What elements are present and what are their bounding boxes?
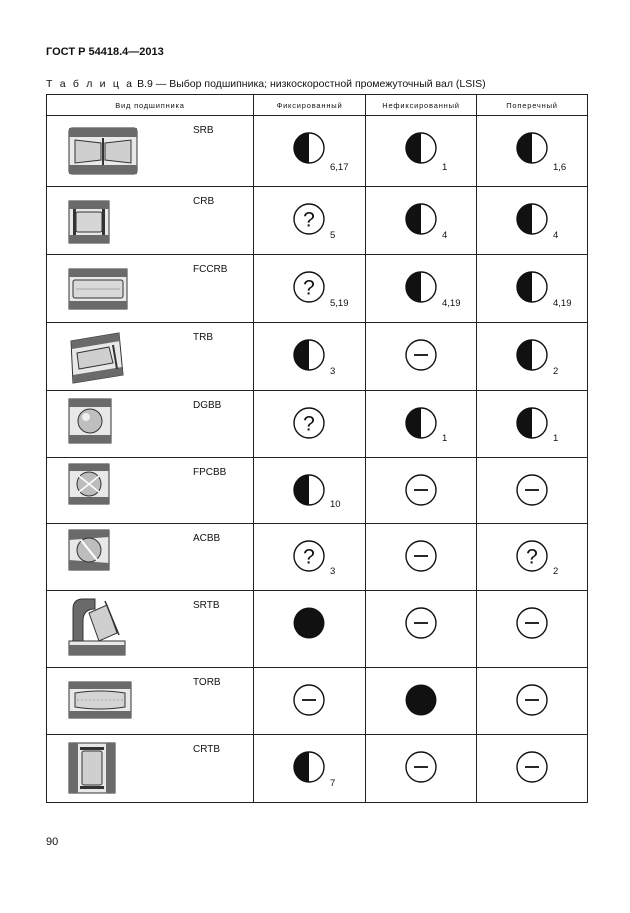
bearing-code: SRTB bbox=[193, 600, 220, 611]
table-row bbox=[47, 668, 588, 735]
bearing-code: TRB bbox=[193, 332, 213, 343]
table-row bbox=[47, 524, 588, 591]
half-filled-circle-icon bbox=[404, 406, 438, 440]
rating-note: 1 bbox=[553, 433, 559, 444]
rating-note: 3 bbox=[330, 366, 336, 377]
rating-cell-transverse bbox=[477, 668, 588, 735]
half-filled-circle-icon bbox=[292, 131, 326, 165]
table-row bbox=[47, 187, 588, 255]
caption-text: В.9 — Выбор подшипника; низкоскоростной промежуточный вал (LSIS) bbox=[134, 78, 486, 90]
dash-circle-icon bbox=[515, 473, 549, 507]
table-header-row bbox=[47, 95, 588, 116]
bearing-type-cell bbox=[47, 391, 254, 458]
rating-cell-non-fixed bbox=[366, 458, 477, 524]
half-filled-circle-icon bbox=[404, 202, 438, 236]
rating-cell-non-fixed bbox=[366, 668, 477, 735]
rating-cell-transverse bbox=[477, 458, 588, 524]
bearing-type-cell bbox=[47, 591, 254, 668]
bearing-code: TORB bbox=[193, 677, 221, 688]
acbb-bearing-icon bbox=[67, 528, 147, 577]
rating-cell-fixed bbox=[254, 668, 366, 735]
bearing-code: FPCBB bbox=[193, 467, 227, 478]
document-header: ГОСТ Р 54418.4—2013 bbox=[46, 46, 164, 58]
bearing-type-cell bbox=[47, 255, 254, 323]
crb-bearing-icon bbox=[67, 199, 147, 250]
rating-cell-transverse bbox=[477, 323, 588, 391]
bearing-type-cell bbox=[47, 187, 254, 255]
dash-circle-icon bbox=[515, 750, 549, 784]
rating-note: 5,19 bbox=[330, 298, 349, 309]
filled-circle-icon bbox=[404, 683, 438, 717]
bearing-code: CRB bbox=[193, 196, 215, 207]
rating-cell-fixed bbox=[254, 735, 366, 803]
dash-circle-icon bbox=[404, 606, 438, 640]
rating-note: 10 bbox=[330, 499, 341, 510]
half-filled-circle-icon bbox=[515, 131, 549, 165]
rating-cell-transverse bbox=[477, 591, 588, 668]
rating-note: 2 bbox=[553, 366, 559, 377]
rating-note: 7 bbox=[330, 778, 336, 789]
rating-note: 6,17 bbox=[330, 162, 349, 173]
rating-note: 2 bbox=[553, 566, 559, 577]
question-circle-icon bbox=[292, 406, 326, 440]
rating-cell-non-fixed bbox=[366, 116, 477, 187]
dash-circle-icon bbox=[515, 606, 549, 640]
bearing-code: CRTB bbox=[193, 744, 221, 755]
bearing-type-cell bbox=[47, 458, 254, 524]
question-circle-icon bbox=[292, 202, 326, 236]
table-row bbox=[47, 735, 588, 803]
rating-cell-transverse bbox=[477, 391, 588, 458]
rating-note: 4,19 bbox=[442, 298, 461, 309]
rating-note: 1 bbox=[442, 162, 448, 173]
dash-circle-icon bbox=[404, 473, 438, 507]
table-row bbox=[47, 458, 588, 524]
rating-cell-fixed bbox=[254, 458, 366, 524]
dash-circle-icon bbox=[404, 750, 438, 784]
rating-cell-fixed bbox=[254, 187, 366, 255]
half-filled-circle-icon bbox=[515, 406, 549, 440]
rating-note: 4 bbox=[442, 230, 448, 241]
bearing-code: SRB bbox=[193, 125, 214, 136]
half-filled-circle-icon bbox=[404, 270, 438, 304]
dash-circle-icon bbox=[515, 683, 549, 717]
rating-cell-fixed bbox=[254, 255, 366, 323]
fccrb-bearing-icon bbox=[67, 267, 147, 316]
rating-note: 4,19 bbox=[553, 298, 572, 309]
rating-cell-non-fixed bbox=[366, 591, 477, 668]
rating-cell-non-fixed bbox=[366, 187, 477, 255]
half-filled-circle-icon bbox=[292, 473, 326, 507]
dgbb-bearing-icon bbox=[67, 397, 147, 450]
table-caption bbox=[46, 78, 486, 90]
svg-text:?: ? bbox=[526, 545, 538, 569]
torb-bearing-icon bbox=[67, 680, 147, 725]
bearing-type-cell bbox=[47, 524, 254, 591]
srtb-bearing-icon bbox=[67, 595, 147, 662]
dash-circle-icon bbox=[292, 683, 326, 717]
srb-bearing-icon bbox=[67, 126, 147, 181]
rating-cell-fixed bbox=[254, 591, 366, 668]
table-row bbox=[47, 116, 588, 187]
svg-text:?: ? bbox=[303, 208, 315, 232]
page-number: 90 bbox=[46, 836, 59, 848]
rating-cell-fixed bbox=[254, 524, 366, 591]
caption-prefix: Т а б л и ц а bbox=[46, 78, 135, 90]
question-circle-icon bbox=[292, 270, 326, 304]
bearing-code: ACBB bbox=[193, 533, 221, 544]
trb-bearing-icon bbox=[67, 331, 147, 390]
rating-cell-non-fixed bbox=[366, 524, 477, 591]
header-non-fixed: Нефиксированный bbox=[366, 95, 477, 116]
half-filled-circle-icon bbox=[292, 750, 326, 784]
filled-circle-icon bbox=[292, 606, 326, 640]
svg-text:?: ? bbox=[303, 545, 315, 569]
rating-cell-non-fixed bbox=[366, 255, 477, 323]
rating-cell-transverse bbox=[477, 524, 588, 591]
rating-cell-fixed bbox=[254, 391, 366, 458]
rating-note: 1 bbox=[442, 433, 448, 444]
bearing-type-cell bbox=[47, 323, 254, 391]
rating-note: 3 bbox=[330, 566, 336, 577]
half-filled-circle-icon bbox=[515, 338, 549, 372]
svg-text:?: ? bbox=[303, 276, 315, 300]
rating-cell-transverse bbox=[477, 255, 588, 323]
rating-cell-non-fixed bbox=[366, 735, 477, 803]
bearing-type-cell bbox=[47, 668, 254, 735]
half-filled-circle-icon bbox=[404, 131, 438, 165]
rating-cell-fixed bbox=[254, 323, 366, 391]
table-row bbox=[47, 391, 588, 458]
dash-circle-icon bbox=[404, 338, 438, 372]
fpcbb-bearing-icon bbox=[67, 462, 147, 511]
half-filled-circle-icon bbox=[515, 202, 549, 236]
half-filled-circle-icon bbox=[515, 270, 549, 304]
header-transverse: Поперечный bbox=[477, 95, 588, 116]
rating-note: 1,6 bbox=[553, 162, 567, 173]
bearing-selection-table bbox=[46, 94, 588, 803]
rating-note: 5 bbox=[330, 230, 336, 241]
crtb-bearing-icon bbox=[67, 741, 147, 800]
bearing-type-cell bbox=[47, 116, 254, 187]
svg-text:?: ? bbox=[303, 412, 315, 436]
rating-cell-fixed bbox=[254, 116, 366, 187]
table-row bbox=[47, 591, 588, 668]
question-circle-icon bbox=[292, 539, 326, 573]
rating-cell-transverse bbox=[477, 735, 588, 803]
rating-cell-non-fixed bbox=[366, 323, 477, 391]
bearing-code: FCCRB bbox=[193, 264, 228, 275]
table-row bbox=[47, 255, 588, 323]
bearing-type-cell bbox=[47, 735, 254, 803]
half-filled-circle-icon bbox=[292, 338, 326, 372]
rating-note: 4 bbox=[553, 230, 559, 241]
rating-cell-transverse bbox=[477, 187, 588, 255]
header-bearing-type: Вид подшипника bbox=[47, 95, 254, 116]
table-row bbox=[47, 323, 588, 391]
question-circle-icon bbox=[515, 539, 549, 573]
header-fixed: Фиксированный bbox=[254, 95, 366, 116]
bearing-code: DGBB bbox=[193, 400, 222, 411]
rating-cell-non-fixed bbox=[366, 391, 477, 458]
dash-circle-icon bbox=[404, 539, 438, 573]
rating-cell-transverse bbox=[477, 116, 588, 187]
